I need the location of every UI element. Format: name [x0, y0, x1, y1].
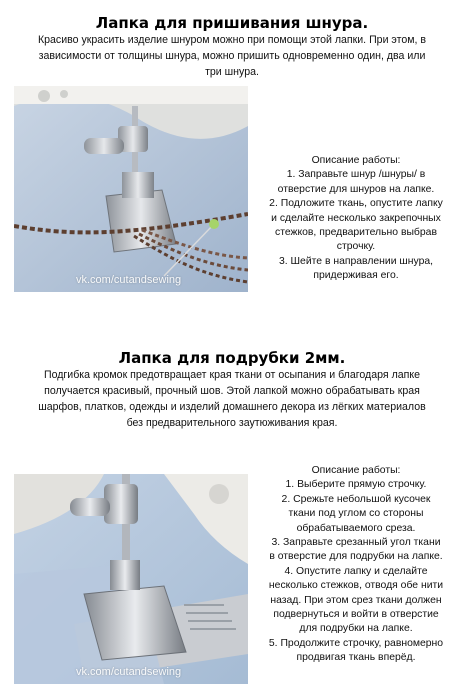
- section2-step: 5. Продолжите строчку, равномерно продвигая ткань вперёд.: [268, 637, 444, 664]
- section1-step: 3. Шейте в направлении шнура, придерживая его.: [278, 255, 434, 282]
- section2-intro-line: без предварительного заутюживания края.: [126, 417, 338, 429]
- section2-step: 1. Выберите прямую строчку.: [285, 479, 427, 491]
- cording-foot-illustration: [14, 86, 248, 292]
- section2-intro: [0, 367, 464, 431]
- cording-foot-photo: [14, 86, 248, 292]
- section1-intro-line: зависимости от толщины шнура, можно пришить одновременно один, два или: [38, 50, 426, 62]
- section2-step: 3. Заправьте срезанный угол ткани в отверстие для подрубки на лапке.: [269, 537, 443, 563]
- hemming-foot-illustration: [14, 474, 248, 684]
- section1-watermark: vk.com/cutandsewing: [76, 274, 182, 286]
- section1-intro-line: Красиво украсить изделие шнуром можно при помощи этой лапки. При этом, в: [37, 34, 427, 46]
- section2-intro-line: получается красивый, прочный шов. Этой лапкой можно обрабатывать края: [44, 385, 420, 397]
- section2-step: 2. Срежьте небольшой кусочек ткани под углом со стороны обрабатываемого среза.: [281, 493, 431, 534]
- section1-desc-heading: Описание работы:: [311, 155, 401, 166]
- section2-intro-line: Подгибка кромок предотвращает края ткани от осыпания и благодаря лапке: [43, 369, 421, 381]
- section1-step: 2. Подложите ткань, опустите лапку и сделайте несколько закрепочных стежков, предварительно выбрав строчку.: [269, 198, 443, 253]
- hemming-foot-photo: [14, 474, 248, 684]
- section1-intro-line: три шнура.: [205, 66, 259, 78]
- section2-desc-heading: Описание работы:: [311, 465, 401, 476]
- section2-description: [250, 464, 462, 666]
- section1-step: 1. Заправьте шнур /шнуры/ в отверстие для шнуров на лапке.: [277, 169, 435, 195]
- section1-description: [250, 154, 462, 284]
- section2-watermark: vk.com/cutandsewing: [76, 666, 182, 678]
- section1-intro: [0, 32, 464, 80]
- section2-intro-line: шарфов, платков, одежды и изделий домашнего декора из лёгких материалов: [38, 401, 426, 413]
- section2-step: 4. Опустите лапку и сделайте несколько стежков, отводя обе нити назад. При этом срез ткани должен подвернуться и войти в отверстие для подрубки на лапке.: [268, 565, 444, 635]
- section2-title: Лапка для подрубки 2мм.: [118, 349, 346, 367]
- section1-title: Лапка для пришивания шнура.: [95, 14, 369, 32]
